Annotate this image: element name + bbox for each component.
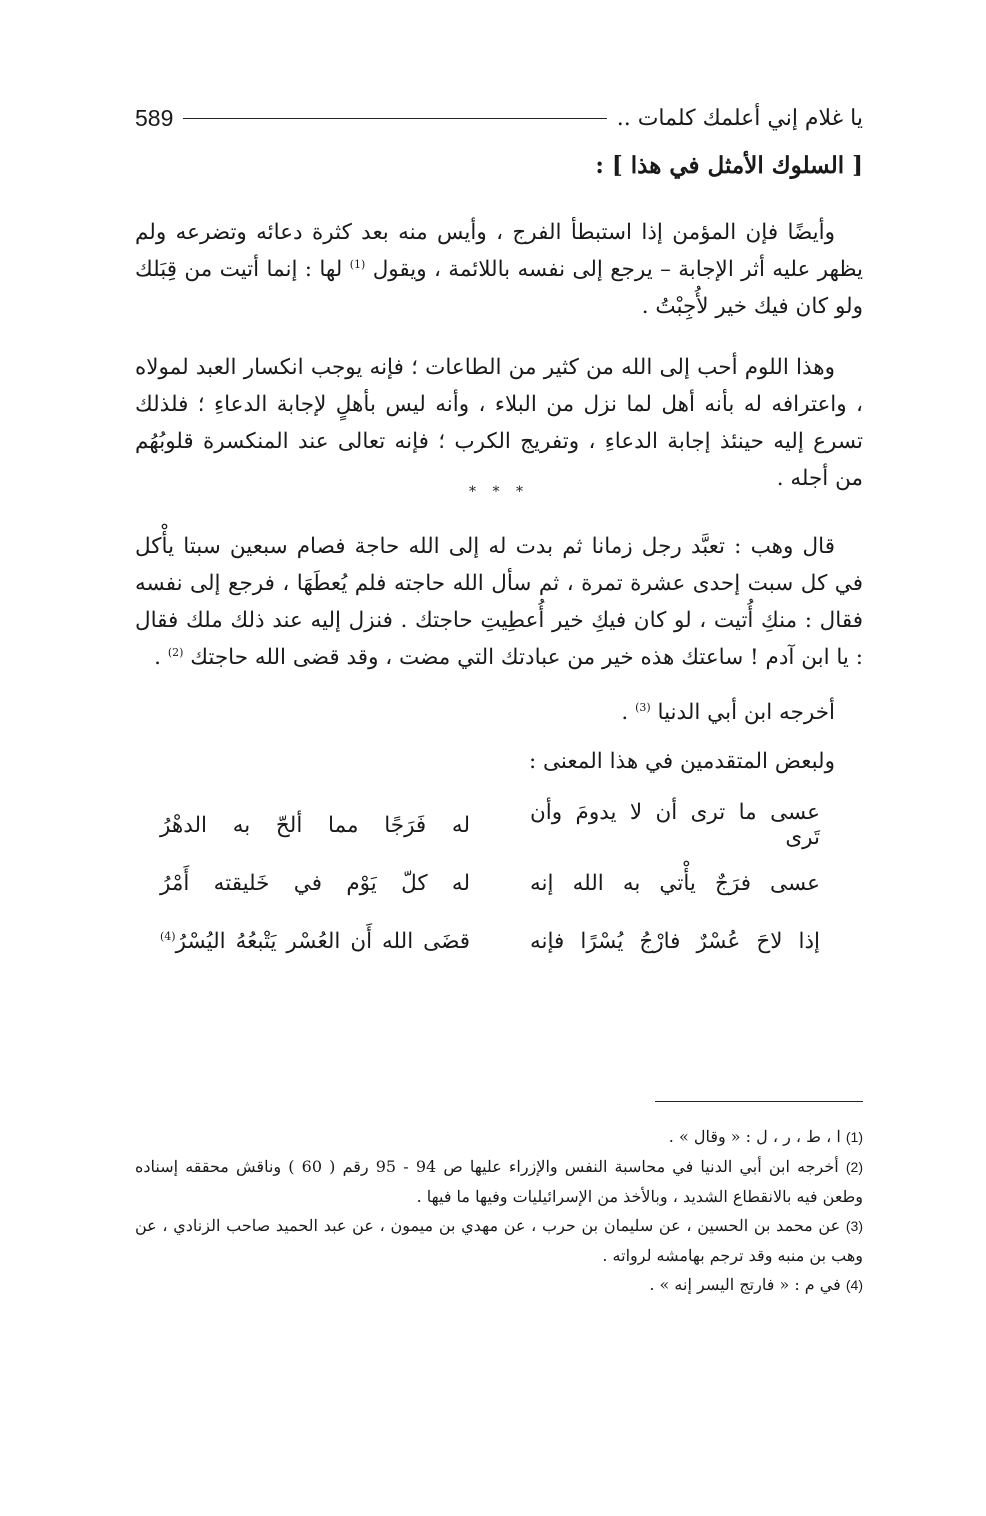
page-number: 589 (135, 104, 174, 131)
section-title: [ السلوك الأمثل في هذا ] : (595, 152, 863, 179)
paragraph-1-text-b: لها : إنما أتيت من قِبَلك ولو كان فيك خير لأُجِبْتُ . (135, 257, 863, 319)
footnote-ref-1[interactable]: (1) (349, 257, 366, 271)
footnote-3 (135, 1211, 863, 1270)
verse-second-hemistich-text: قضَى الله أَن العُسْر يَتْبعُهُ اليُسْرُ (175, 928, 470, 954)
footnote-text: ا ، ط ، ر ، ل : « وقال » . (668, 1127, 841, 1146)
footnote-number: (4) (845, 1277, 863, 1293)
footnote-text: أخرجه ابن أبي الدنيا في محاسبة النفس والإزراء عليها ص 94 - 95 رقم ( 60 ) وناقش محققه إسناده وطعن فيه بالانقطاع الشديد ، وبالأخذ من الإسرائيليات وفيها ما فيها . (135, 1157, 863, 1206)
verse-second-hemistich (160, 929, 470, 954)
paragraph-3-text-b: . (154, 645, 161, 670)
verse-second-hemistich: له كلّ يَوْم في خَليقته أَمْرُ (160, 870, 470, 896)
paragraph-3-text-a: قال وهب : تعبَّد رجل زمانا ثم بدت له إلى الله حاجة فصام سبعين سبتا يأْكل في كل سبت إحدى عشرة تمرة ، ثم سأل الله حاجته فلم يُعطَهَا ، فرجع إلى نفسه فقال : منكِ أُتيت ، لو كان فيكِ خير أُعطِيتِ حاجتك . فنزل إليه عند ذلك ملك فقال : يا ابن آدم ! ساعتك هذه خير من عبادتك التي مضت ، وقد قضى الله حاجتك (135, 534, 863, 670)
footnote-ref-4[interactable]: (4) (160, 929, 176, 943)
poem (160, 796, 820, 970)
verse-first-hemistich: إذا لاحَ عُسْرٌ فارْجُ يُسْرًا فإنه (530, 928, 820, 954)
footnote-ref-2[interactable]: (2) (167, 645, 184, 659)
footnote-1 (135, 1122, 863, 1152)
poem-verse (160, 912, 820, 970)
footnote-number: (3) (845, 1218, 863, 1234)
verse-second-hemistich: له فَرَجًا مما ألحّ به الدهْرُ (160, 812, 470, 838)
footnotes (135, 1122, 863, 1300)
footnote-text: عن محمد بن الحسين ، عن سليمان بن حرب ، عن مهدي بن ميمون ، عن عبد الحميد صاحب الزنادي ، عن وهب بن منبه وقد ترجم بهامشه لرواته . (135, 1216, 863, 1265)
footnote-divider (655, 1101, 863, 1102)
paragraph-4 (135, 694, 863, 731)
paragraph-4-text-a: أخرجه ابن أبي الدنيا (657, 700, 835, 725)
paragraph-1 (135, 214, 863, 325)
footnote-text: في م : « فارتج اليسر إنه » . (649, 1275, 841, 1294)
footnote-4 (135, 1270, 863, 1300)
footnote-2 (135, 1152, 863, 1211)
poem-verse (160, 854, 820, 912)
verse-first-hemistich: عسى فرَجٌ يأْتي به الله إنه (530, 870, 820, 896)
running-title: يا غلام إني أعلمك كلمات .. (616, 105, 863, 131)
paragraph-5: ولبعض المتقدمين في هذا المعنى : (528, 749, 835, 774)
paragraph-2: وهذا اللوم أحب إلى الله من كثير من الطاعات ؛ فإنه يوجب انكسار العبد لمولاه ، واعترافه له بأنه أهل لما نزل من البلاء ، وأنه ليس بأهلٍ لإجابة الدعاءِ ؛ فلذلك تسرع إليه حينئذ إجابة الدعاءِ ، وتفريج الكرب ؛ فإنه تعالى عند المنكسرة قلوبُهُم من أجله . (135, 355, 863, 491)
paragraph-1-text-a: وأيضًا فإن المؤمن إذا استبطأ الفرج ، وأيس منه بعد كثرة دعائه وتضرعه ولم يظهر عليه أثر الإجابة – يرجع إلى نفسه باللائمة ، ويقول (135, 220, 864, 282)
running-header (135, 98, 863, 138)
poem-verse (160, 796, 820, 854)
footnote-number: (2) (845, 1159, 863, 1175)
paragraph-4-text-b: . (621, 700, 629, 725)
verse-first-hemistich: عسى ما ترى أن لا يدومَ وأن تَرى (530, 800, 820, 850)
paragraph-3 (135, 528, 863, 676)
header-rule (183, 118, 606, 119)
footnote-number: (1) (845, 1129, 863, 1145)
footnote-ref-3[interactable]: (3) (635, 700, 651, 714)
section-separator: * * * (469, 484, 529, 500)
